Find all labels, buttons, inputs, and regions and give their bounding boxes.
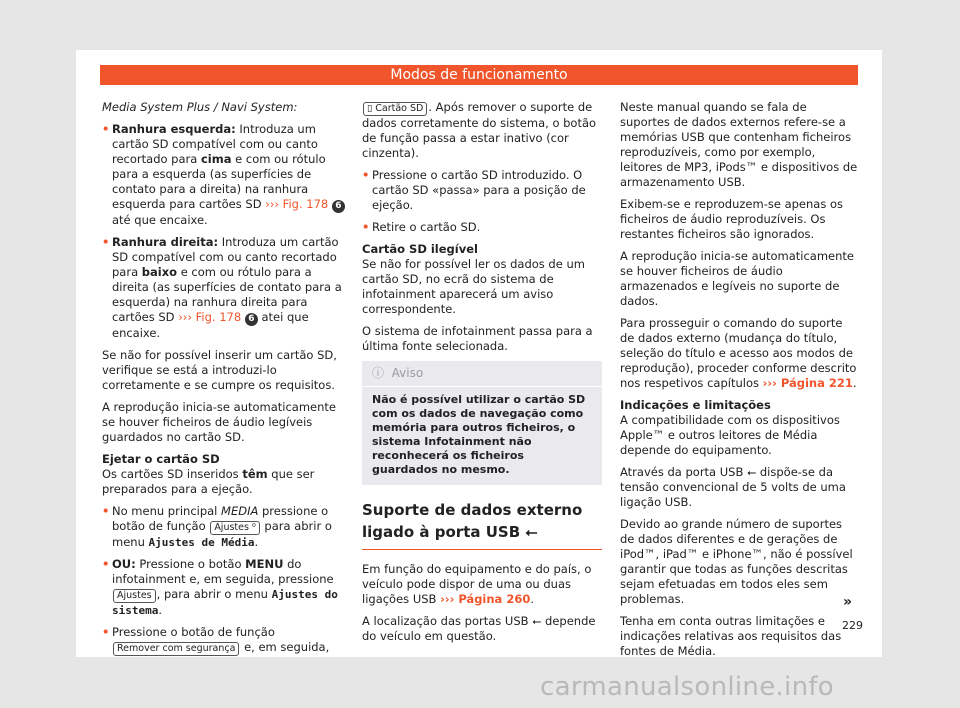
bullet-slot-left: • Ranhura esquerda: Introduza um cartão SD compatível com ou canto recortado para cima e com ou rótulo para a esquerda (as superfícies de contato para a direita) na ranhura esquerda para cartões SD ››› Fig. 178 6 até que encaixe.: [102, 122, 347, 228]
paragraph-autoplay: A reprodução inicia-se automaticamente se houver ficheiros de áudio legíveis guardados no cartão SD.: [102, 400, 337, 444]
paragraph-playable-files: Exibem-se e reproduzem-se apenas os ficheiros de áudio reproduzíveis. Os restantes ficheiros são ignorados.: [620, 197, 844, 241]
settings-function-button: Ajustes ⁰: [210, 521, 259, 535]
bullet-media-menu: • No menu principal MEDIA pressione o botão de função Ajustes ⁰ para abrir o menu Ajustes de Média.: [102, 504, 347, 550]
paragraph-other-limits: Tenha em conta outras limitações e indicações relativas aos requisitos das fontes de Média.: [620, 614, 842, 658]
bullet-safe-remove: • Pressione o botão de função Remover com segurança e, em seguida,: [102, 625, 347, 656]
notice-box: [362, 361, 602, 485]
figure-number-badge: 6: [245, 313, 258, 326]
notice-header: ⓘ Aviso: [362, 361, 602, 387]
sd-card-function-button: ▯ Cartão SD: [363, 102, 427, 116]
notice-body: Não é possível utilizar o cartão SD com os dados de navegação como memória para outros ficheiros, o sistema Infotainment não reconhecerá os ficheiros guardados no mesmo.: [372, 393, 586, 476]
bullet-or-menu: • OU: Pressione o botão MENU do infotainment e, em seguida, pressione Ajustes , para abrir o menu Ajustes do sistema.: [102, 557, 347, 618]
page-number: 229: [842, 619, 863, 632]
fig-ref-link[interactable]: ››› Fig. 178: [178, 310, 242, 324]
heading-eject: Ejetar o cartão SD: [102, 452, 220, 466]
bullet-slot-right: • Ranhura direita: Introduza um cartão SD compatível com ou canto recortado para baixo e com ou rótulo para a direita (as superfícies de contato para a esquerda) na ranhura direita para cartões SD ››› Fig. 178 6 atei que encaixe.: [102, 235, 347, 341]
heading-limits: Indicações e limitações: [620, 398, 771, 412]
settings-function-button: Ajustes: [113, 589, 156, 603]
paragraph-usb-count: Em função do equipamento e do país, o veículo pode dispor de uma ou duas ligações USB ››› Página 260.: [362, 562, 592, 606]
paragraph-usb-definition: Neste manual quando se fala de suportes de dados externos refere-se a memórias USB que contenham ficheiros reproduzíveis, como por exemplo, leitores de MP3, iPods™ e dispositivos de armazenamento USB.: [620, 100, 858, 189]
column-2: [362, 100, 602, 651]
heading-illegible: Cartão SD ilegível: [362, 242, 478, 256]
paragraph-eject: Os cartões SD inseridos têm que ser preparados para a ejeção.: [102, 467, 315, 496]
paragraph-voltage: Através da porta USB ⭠ dispõe-se da tensão convencional de 5 volts de uma ligação USB.: [620, 465, 846, 509]
fig-ref-link[interactable]: ››› Fig. 178: [265, 197, 329, 211]
intro-text: Media System Plus / Navi System:: [102, 100, 298, 114]
menu-button-glyph: MENU: [245, 557, 284, 571]
section-title-usb: Suporte de dados externo ligado à porta USB ⭠: [362, 499, 602, 550]
column-1: [102, 100, 347, 663]
paragraph-apple: A compatibilidade com os dispositivos Apple™ e outros leitores de Média depende do equipamento.: [620, 413, 840, 457]
bullet-remove-card: • Retire o cartão SD.: [362, 220, 602, 235]
paragraph-sd-card-key: ▯ Cartão SD . Após remover o suporte de dados corretamente do sistema, o botão de função passa a estar inativo (cor cinzenta).: [362, 100, 597, 160]
bullet-press-card: • Pressione o cartão SD introduzido. O cartão SD «passa» para a posição de ejeção.: [362, 168, 602, 213]
figure-number-badge: 6: [332, 200, 345, 213]
page-ref-link[interactable]: ››› Página 221: [762, 376, 853, 390]
paragraph-usb-location: A localização das portas USB ⭠ depende do veículo em questão.: [362, 614, 596, 643]
menu-name: Ajustes de Média: [148, 536, 255, 549]
paragraph-last-source: O sistema de infotainment passa para a última fonte selecionada.: [362, 324, 593, 353]
column-3: [620, 100, 860, 666]
info-icon: ⓘ: [372, 366, 385, 380]
watermark: carmanualsonline.info: [540, 672, 835, 702]
paragraph-illegible: Se não for possível ler os dados de um cartão SD, no ecrã do sistema de infotainment aparecerá um aviso correspondente.: [362, 257, 585, 316]
paragraph-autoplay-usb: A reprodução inicia-se automaticamente se houver ficheiros de áudio armazenados e legíveis no suporte de dados.: [620, 249, 855, 308]
page-header: Modos de funcionamento: [100, 65, 858, 85]
paragraph-compat: Devido ao grande número de suportes de dados diferentes e de gerações de iPod™, iPad™ e iPhone™, não é possível garantir que todas as funções descritas sejam efetuadas em todos eles sem problemas.: [620, 517, 853, 606]
paragraph-control: Para prosseguir o comando do suporte de dados externo (mudança do título, seleção do título e acesso aos modos de reprodução), proceder conforme descrito nos respetivos capítulos ››› Página 221.: [620, 316, 857, 390]
paragraph-verify: Se não for possível inserir um cartão SD, verifique se está a introduzi-lo corretamente e se cumpre os requisitos.: [102, 348, 337, 392]
safe-remove-function-button: Remover com segurança: [113, 642, 239, 656]
continue-arrow: »: [843, 594, 853, 610]
page-ref-link[interactable]: ››› Página 260: [440, 592, 531, 606]
menu-name: Ajustes do sistema: [112, 588, 338, 617]
